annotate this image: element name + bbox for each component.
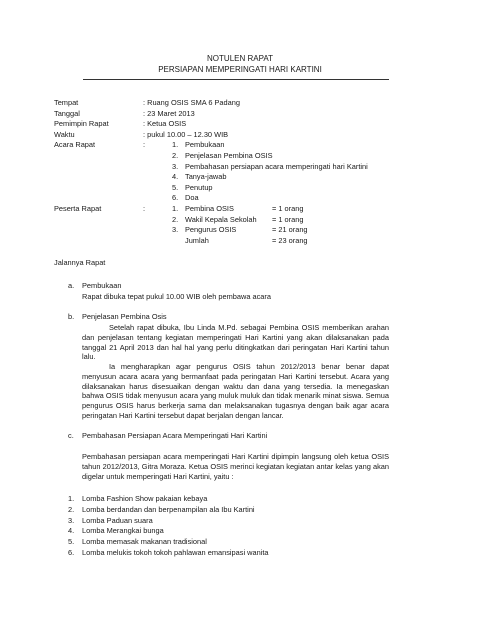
list-item-number: 5. — [68, 537, 75, 547]
section-title: Pembukaan — [82, 281, 122, 290]
acara-row-3 — [54, 162, 454, 173]
meeting-info — [54, 98, 454, 246]
acara-item-text: Doa — [185, 193, 199, 203]
document-subtitle: PERSIAPAN MEMPERINGATI HARI KARTINI — [158, 65, 322, 74]
info-value: : pukul 10.00 – 12.30 WIB — [143, 129, 229, 139]
acara-item-text: Penutup — [185, 182, 213, 192]
info-label: Waktu — [54, 129, 75, 139]
acara-colon: : — [143, 140, 146, 150]
list-item-number: 6. — [68, 547, 75, 557]
peserta-item-count: = 21 orang — [272, 225, 308, 235]
acara-item-text: Penjelasan Pembina OSIS — [185, 150, 273, 160]
section-letter: a. — [68, 281, 75, 290]
acara-item-number: 3. — [172, 161, 179, 171]
acara-item-number: 4. — [172, 172, 179, 182]
section-letter: b. — [68, 312, 75, 321]
lomba-list — [68, 494, 388, 559]
section-paragraph: Ia mengharapkan agar pengurus OSIS tahun 2012/2013 benar benar dapat menyusun acara acara yang bermanfaat pada peringatan Hari Kartini tersebut. Acara yang dilaksanakan harus disesuaikan dengan waktu dan dana yang tersedia. Ia menegaskan bahwa OSIS tidak menyusun acara yang muluk muluk dan tidak menarik minat siswa. Semua pengurus OSIS harus berkerja sama dan melaksanakan tugasnya dengan baik agar acara peringatan Hari Kartini tersebut dapat berjalan dengan lancar. — [82, 362, 389, 420]
peserta-row-3 — [54, 225, 454, 236]
acara-item-text: Pembahasan persiapan acara memperingati hari Kartini — [185, 161, 368, 171]
peserta-item-count: = 1 orang — [272, 203, 304, 213]
list-item — [68, 548, 388, 559]
peserta-total-value: = 23 orang — [272, 235, 308, 245]
list-item — [68, 505, 388, 516]
info-row-tempat — [54, 98, 454, 109]
acara-item-number: 1. — [172, 140, 179, 150]
list-item-number: 4. — [68, 526, 75, 536]
info-label: Tempat — [54, 98, 79, 107]
section-a-body — [82, 292, 389, 302]
section-c-body — [82, 452, 389, 481]
info-row-pemimpin — [54, 119, 454, 130]
peserta-total-row — [54, 236, 454, 247]
document-title: NOTULEN RAPAT — [207, 54, 273, 63]
list-item-text: Lomba Merangkai bunga — [82, 526, 164, 536]
info-row-tanggal — [54, 109, 454, 120]
section-paragraph: Pembahasan persiapan acara memperingati Hari Kartini dipimpin langsung oleh ketua OSIS tahun 2012/2013, Gitra Moraza. Ketua OSIS merinci kegiatan kegiatan antar kelas yang akan digelar untuk memperingati Hari Kartini, yaitu : — [82, 452, 389, 481]
info-label: Tanggal — [54, 108, 80, 118]
info-value: : 23 Maret 2013 — [143, 108, 195, 118]
peserta-item-number: 1. — [172, 203, 179, 213]
list-item-text: Lomba berdandan dan berpenampilan ala Ibu Kartini — [82, 504, 255, 514]
peserta-row-2 — [54, 215, 454, 226]
peserta-colon: : — [143, 203, 146, 213]
list-item-text: Lomba memasak makanan tradisional — [82, 537, 207, 547]
acara-item-number: 2. — [172, 150, 179, 160]
section-paragraph: Rapat dibuka tepat pukul 10.00 WIB oleh pembawa acara — [82, 292, 271, 301]
peserta-item-text: Pembina OSIS — [185, 203, 234, 213]
peserta-item-number: 2. — [172, 214, 179, 224]
acara-item-number: 5. — [172, 182, 179, 192]
info-label: Pemimpin Rapat — [54, 119, 109, 129]
peserta-item-text: Wakil Kepala Sekolah — [185, 214, 257, 224]
peserta-total-label: Jumlah — [185, 235, 209, 245]
acara-item-text: Tanya-jawab — [185, 172, 227, 182]
list-item — [68, 537, 388, 548]
title-underline — [83, 79, 389, 80]
peserta-item-text: Pengurus OSIS — [185, 225, 237, 235]
jalannya-rapat-heading: Jalannya Rapat — [54, 258, 106, 267]
list-item-number: 3. — [68, 515, 75, 525]
acara-label: Acara Rapat — [54, 140, 96, 150]
list-item — [68, 494, 388, 505]
acara-row-1 — [54, 140, 454, 151]
peserta-label: Peserta Rapat — [54, 203, 102, 213]
list-item-text: Lomba melukis tokoh tokoh pahlawan emansipasi wanita — [82, 547, 269, 557]
section-b-body — [82, 323, 389, 421]
list-item — [68, 526, 388, 537]
acara-item-text: Pembukaan — [185, 140, 225, 150]
section-title: Penjelasan Pembina Osis — [82, 312, 167, 321]
info-row-waktu — [54, 130, 454, 141]
list-item-text: Lomba Paduan suara — [82, 515, 153, 525]
section-title: Pembahasan Persiapan Acara Memperingati Hari Kartini — [82, 431, 268, 440]
section-letter: c. — [68, 431, 74, 440]
peserta-item-count: = 1 orang — [272, 214, 304, 224]
acara-row-5 — [54, 183, 454, 194]
acara-row-4 — [54, 172, 454, 183]
section-paragraph: Setelah rapat dibuka, Ibu Linda M.Pd. sebagai Pembina OSIS memberikan arahan dan penjelasan tentang kegiatan memperingati Hari Kartini yang akan dilaksanakan pada tanggal 21 April 2013 dan hal hal yang perlu ditingkatkan dari peringatan Hari Kartini tahun lalu. — [82, 323, 389, 362]
list-item-number: 2. — [68, 504, 75, 514]
acara-row-6 — [54, 193, 454, 204]
list-item — [68, 516, 388, 527]
acara-item-number: 6. — [172, 193, 179, 203]
info-value: : Ketua OSIS — [143, 119, 187, 129]
info-value: : Ruang OSIS SMA 6 Padang — [143, 98, 240, 107]
list-item-number: 1. — [68, 494, 75, 503]
acara-row-2 — [54, 151, 454, 162]
list-item-text: Lomba Fashion Show pakaian kebaya — [82, 494, 208, 503]
peserta-row-1 — [54, 204, 454, 215]
peserta-item-number: 3. — [172, 225, 179, 235]
